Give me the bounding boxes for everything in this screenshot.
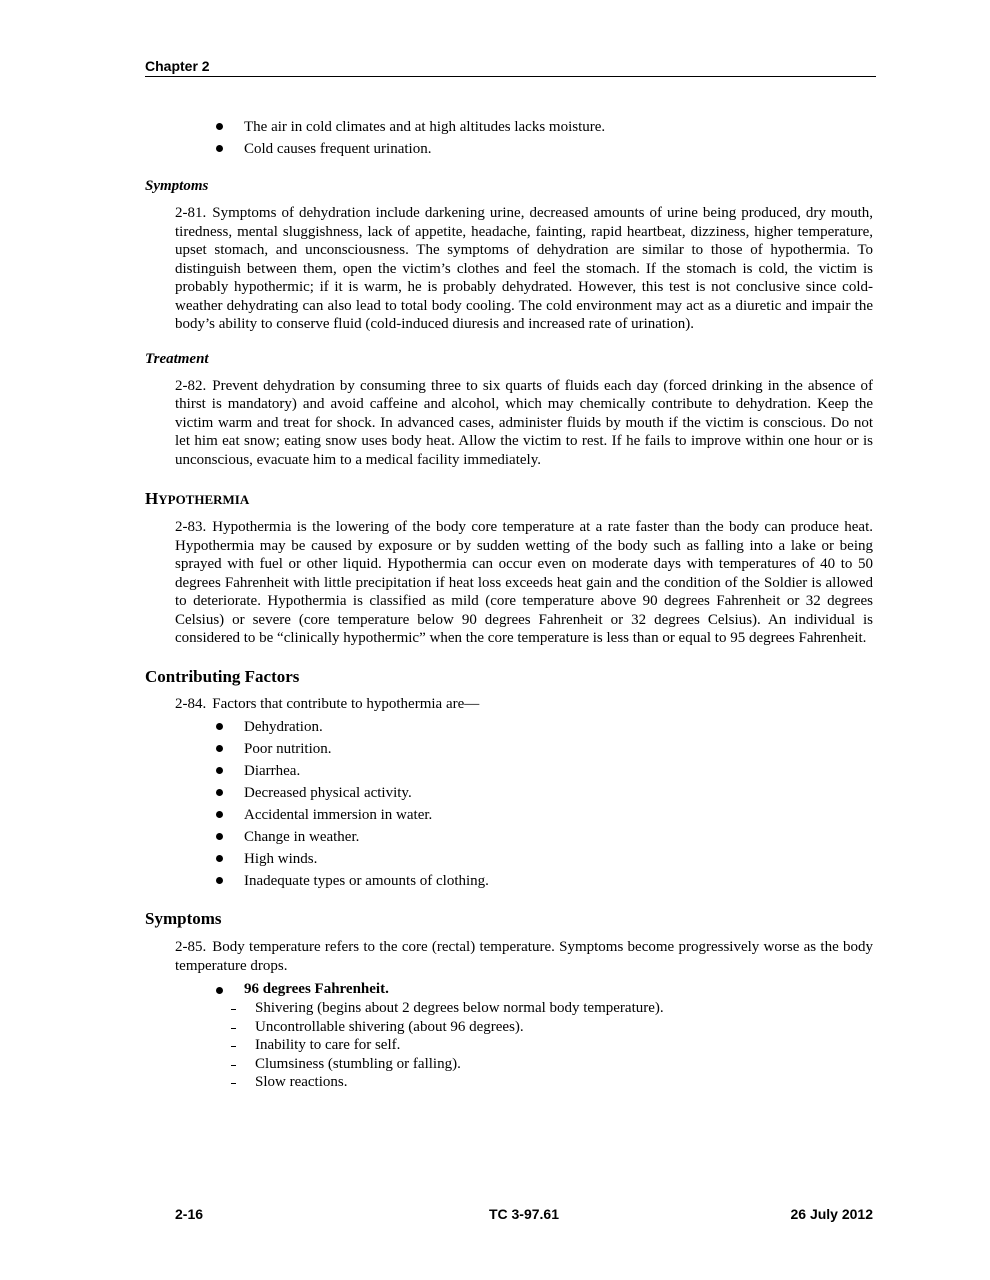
list-item: Diarrhea. <box>145 760 873 782</box>
paragraph-2-85 <box>175 938 873 975</box>
list-item: The air in cold climates and at high altitudes lacks moisture. <box>145 116 873 138</box>
contributing-factors-heading: Contributing Factors <box>145 666 300 686</box>
paragraph-text: Body temperature refers to the core (rectal) temperature. Symptoms become progressively worse as the body temperature drops. <box>175 939 873 974</box>
paragraph-text: Hypothermia is the lowering of the body core temperature at a rate faster than the body can produce heat. Hypothermia may be caused by exposure or by sudden wetting of the body such as falling into a lake or being sprayed with fuel or other liquid. Hypothermia can occur even on moderate days with temperatures of 40 to 50 degrees Fahrenheit with little precipitation if heat loss exceeds heat gain and the condition of the Soldier is allowed to deteriorate. Hypothermia is classified as mild (core temperature above 90 degrees Fahrenheit or 32 degrees Celsius) or severe (core temperature below 90 degrees Fahrenheit or 32 degrees Celsius). An individual is considered to be “clinically hypothermic” when the core temperature is less than or equal to 95 degrees Fahrenheit. <box>175 519 873 646</box>
list-item: Dehydration. <box>145 716 873 738</box>
chapter-label: Chapter 2 <box>145 58 210 74</box>
paragraph-number: 2-82. <box>175 377 207 394</box>
symptoms-heading: Symptoms <box>145 909 222 928</box>
paragraph-number: 2-81. <box>175 205 207 221</box>
paragraph-text: Prevent dehydration by consuming three to six quarts of fluids each day (forced drinking in the absence of thirst is mandatory) and avoid caffeine and alcohol, which may chemically contribute to dehydration. Keep the victim warm and treat for shock. In advanced cases, administer fluids by mouth if the victim is conscious. Do not let him eat snow; eating snow uses body heat. Allow the victim to rest. If he fails to improve within one hour or is unconscious, evacuate him to a medical facility immediately. <box>175 377 873 468</box>
paragraph-text: Factors that contribute to hypothermia are— <box>212 695 480 712</box>
list-item: Inability to care for self. <box>145 1036 873 1055</box>
hypothermia-heading: HYPOTHERMIA <box>145 489 250 508</box>
list-item: Cold causes frequent urination. <box>145 138 873 160</box>
paragraph-number: 2-85. <box>175 939 207 955</box>
list-item: Inadequate types or amounts of clothing. <box>145 870 873 892</box>
list-item: 96 degrees Fahrenheit. <box>145 980 873 999</box>
list-item: Shivering (begins about 2 degrees below normal body temperature). <box>145 999 873 1018</box>
paragraph-2-82 <box>175 377 873 470</box>
list-item: Poor nutrition. <box>145 738 873 760</box>
list-item: Slow reactions. <box>145 1073 873 1092</box>
page-content <box>145 116 873 1092</box>
publication-date: 26 July 2012 <box>790 1206 873 1222</box>
page-number: 2-16 <box>175 1206 204 1222</box>
intro-bullet-list <box>145 116 873 160</box>
contributing-factors-list <box>145 716 873 892</box>
symptoms-subheading: Symptoms <box>145 178 209 194</box>
list-item: High winds. <box>145 848 873 870</box>
list-item: Decreased physical activity. <box>145 782 873 804</box>
temperature-bullet-list <box>145 980 873 999</box>
list-item: Uncontrollable shivering (about 96 degrees). <box>145 1018 873 1037</box>
page-header <box>145 58 876 77</box>
list-item: Change in weather. <box>145 826 873 848</box>
paragraph-2-81 <box>175 204 873 334</box>
paragraph-2-83 <box>175 518 873 648</box>
document-id: TC 3-97.61 <box>488 1206 560 1222</box>
list-item: Accidental immersion in water. <box>145 804 873 826</box>
treatment-subheading: Treatment <box>145 350 209 367</box>
paragraph-number: 2-84. <box>175 695 207 712</box>
paragraph-text: Symptoms of dehydration include darkening urine, decreased amounts of urine being produced, dry mouth, tiredness, mental sluggishness, lack of appetite, headache, fainting, rapid heartbeat, dizziness, higher temperature, upset stomach, and unconsciousness. The symptoms of dehydration are similar to those of hypothermia. To distinguish between them, open the victim’s clothes and feel the stomach. If the stomach is cold, the victim is probably hypothermic; if it is warm, he is probably dehydrated. However, this test is not conclusive since cold-weather dehydrating can also lead to total body cooling. The cold environment may act as a diuretic and impair the body’s ability to conserve fluid (cold-induced diuresis and increased rate of urination). <box>175 205 873 332</box>
paragraph-number: 2-83. <box>175 519 207 535</box>
list-item: Clumsiness (stumbling or falling). <box>145 1055 873 1074</box>
symptom-dash-list <box>145 999 873 1092</box>
paragraph-2-84 <box>175 695 873 714</box>
